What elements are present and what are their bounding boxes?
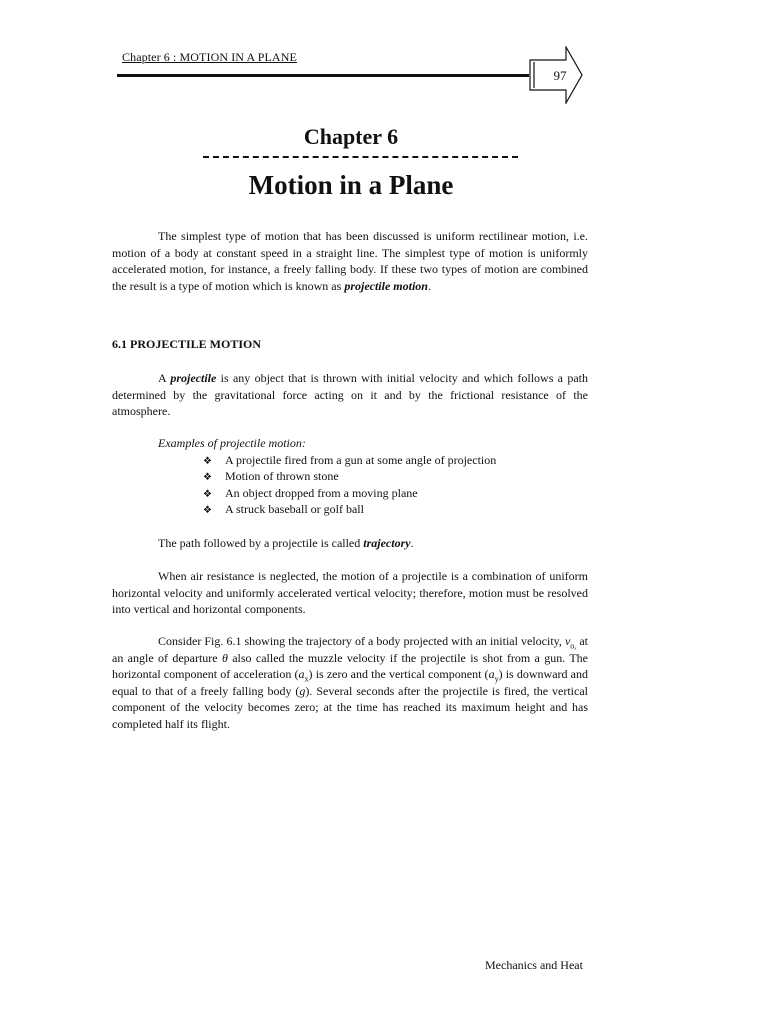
diamond-bullet-icon: ❖: [203, 456, 212, 467]
header-rule: [117, 74, 529, 77]
diamond-bullet-icon: ❖: [203, 488, 212, 500]
chapter-title: Motion in a Plane: [248, 170, 454, 200]
running-header: Chapter 6 : MOTION IN A PLANE: [122, 50, 297, 64]
trajectory-paragraph: The path followed by a projectile is called trajectory.: [158, 536, 414, 550]
dashed-divider: [203, 156, 518, 158]
diamond-bullet-icon: ❖: [203, 505, 212, 517]
chapter-number: Chapter 6: [303, 124, 399, 149]
list-item: ❖ An object dropped from a moving plane: [203, 485, 496, 501]
diamond-bullet-icon: ❖: [203, 472, 212, 484]
examples-list: [203, 452, 496, 518]
term-trajectory: trajectory: [363, 536, 411, 550]
list-item: ❖ Motion of thrown stone: [203, 468, 496, 484]
intro-paragraph: The simplest type of motion that has been discussed is uniform rectilinear motion, i.e. motion of a body at constant speed in a straight line. The simplest type of motion is uniformly accelerated motion, for instance, a freely falling body. If these two types of motion are combined the result is a type of motion which is known as projectile motion.: [112, 229, 588, 293]
term-projectile: projectile: [170, 371, 217, 385]
list-item: ❖ A struck baseball or golf ball: [203, 501, 496, 517]
examples-label: Examples of projectile motion:: [158, 436, 306, 450]
list-item: ❖ A projectile fired from a gun at some angle of projection: [203, 452, 496, 468]
definition-paragraph: A projectile is any object that is thrown with initial velocity and which follows a path determined by the gravitational force acting on it and by the frictional resistance of the atmosphere.: [112, 371, 588, 419]
section-heading: 6.1 PROJECTILE MOTION: [112, 337, 262, 351]
footer-book-title: Mechanics and Heat: [485, 958, 583, 972]
page-number: 97: [553, 68, 567, 83]
term-projectile-motion: projectile motion: [344, 278, 428, 293]
consider-paragraph: Consider Fig. 6.1 showing the trajectory of a body projected with an initial velocity, $v_{o,}$ at an angle of departure θ also called the muzzle velocity if the projectile is shot from a gun. The horizontal component of acceleration $(a_x)$ is zero and the vertical component $(a_y)$ is downward and equal to that of a freely falling body (g). Several seconds after the projectile is fired, the vertical component of the velocity becomes zero; at the time has reached its maximum height and has completed half its flight.: [112, 634, 589, 731]
air-resistance-paragraph: When air resistance is neglected, the motion of a projectile is a combination of uniform horizontal velocity and uniformly accelerated vertical velocity; therefore, motion must be resolved into vertical and horizontal components.: [112, 569, 588, 617]
